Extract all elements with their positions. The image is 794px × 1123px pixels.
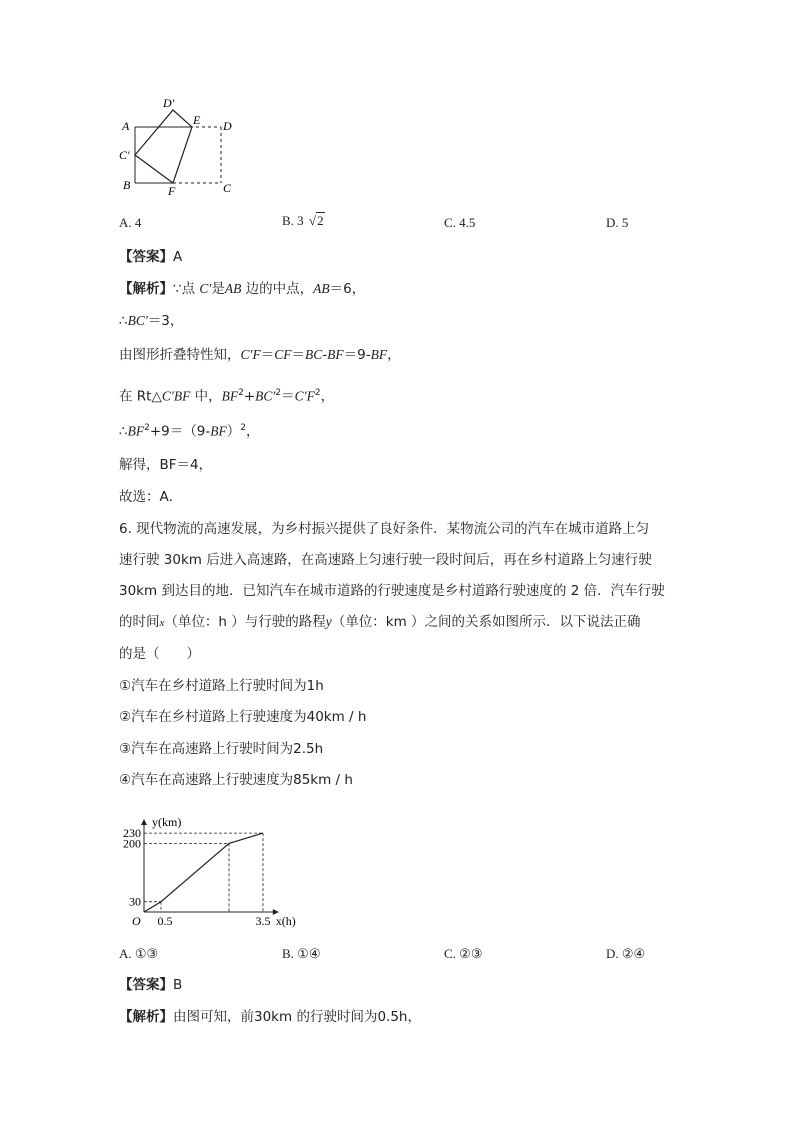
distance-time-chart bbox=[110, 797, 310, 932]
fold-figure bbox=[115, 95, 245, 200]
x-tick-label: 3.5 bbox=[255, 914, 271, 928]
math: x bbox=[159, 617, 165, 629]
text: ） bbox=[226, 423, 241, 440]
label-D: D bbox=[223, 119, 232, 133]
text: ＝ bbox=[260, 347, 275, 363]
text: 由图形折叠特性知， bbox=[119, 347, 241, 363]
q6-option-c: C. ②③ bbox=[444, 946, 483, 961]
q5-option-d: D. 5 bbox=[606, 215, 629, 230]
exponent: 2 bbox=[275, 388, 282, 398]
label-E: E bbox=[193, 113, 201, 127]
label-B: B bbox=[123, 178, 131, 192]
answer-tag: 【答案】 bbox=[119, 249, 173, 265]
label-C-prime: C′ bbox=[119, 148, 130, 162]
text: ， bbox=[387, 347, 401, 363]
math: BC′ bbox=[127, 313, 148, 328]
math: BF bbox=[327, 347, 344, 362]
text: 边的中点， bbox=[241, 281, 314, 297]
q6-answer bbox=[119, 976, 182, 994]
math: BF bbox=[370, 347, 388, 362]
exponent: 2 bbox=[240, 423, 246, 433]
y-tick-label: 30 bbox=[129, 894, 141, 909]
q5-answer bbox=[119, 248, 182, 266]
answer-value: B bbox=[173, 977, 183, 993]
q5-analysis-line-4 bbox=[119, 384, 334, 406]
text: ＝ bbox=[291, 347, 305, 363]
y-axis-arrow bbox=[141, 819, 147, 825]
x-axis-label: x(h) bbox=[275, 914, 296, 928]
math: C′ bbox=[199, 281, 212, 296]
folded-quad bbox=[135, 110, 192, 183]
q6-option-a: A. ①③ bbox=[119, 946, 159, 961]
label-C: C bbox=[223, 181, 232, 195]
text: （单位：km ）之间的关系如图所示．以下说法正确 bbox=[331, 614, 641, 630]
text: ， bbox=[320, 388, 335, 405]
exponent: 2 bbox=[314, 388, 321, 398]
q5-analysis-line-7: 故选：A． bbox=[119, 489, 183, 505]
q6-line-3: 30km 到达目的地．已知汽车在城市道路的行驶速度是乡村道路行驶速度的 2 倍．汽车行驶 bbox=[119, 583, 665, 599]
math: C′F bbox=[240, 347, 261, 362]
y-axis-label: y(km) bbox=[152, 814, 182, 829]
answer-tag: 【答案】 bbox=[119, 977, 173, 993]
q6-analysis bbox=[119, 1008, 421, 1026]
q6-statement-3: ③汽车在高速路上行驶时间为2.5h bbox=[119, 741, 324, 757]
answer-value: A bbox=[173, 249, 183, 265]
x-tick-label: 0.5 bbox=[157, 914, 173, 928]
sqrt-symbol: √ bbox=[308, 213, 317, 228]
text: ∴ bbox=[119, 313, 128, 329]
q5-analysis-line-2 bbox=[119, 312, 183, 330]
q5-analysis-line-1 bbox=[119, 280, 365, 298]
q6-statement-2: ②汽车在乡村道路上行驶速度为40km / h bbox=[119, 709, 367, 725]
q5-option-a: A. 4 bbox=[119, 215, 142, 230]
q6-option-b: B. ①④ bbox=[282, 946, 321, 961]
math: y bbox=[325, 614, 332, 629]
q5-analysis-line-6: 解得，BF＝4， bbox=[119, 457, 213, 473]
label-D-prime: D′ bbox=[163, 96, 175, 110]
math: BC′ bbox=[255, 388, 276, 404]
text: +9＝（9- bbox=[149, 423, 211, 440]
analysis-tag: 【解析】 bbox=[119, 1009, 173, 1025]
q6-statement-1: ①汽车在乡村道路上行驶时间为1h bbox=[119, 678, 324, 694]
label-F: F bbox=[168, 184, 176, 198]
math: C′F bbox=[294, 388, 315, 404]
math: BF bbox=[221, 388, 239, 404]
exponent: 2 bbox=[238, 388, 244, 398]
q6-option-d: D. ②④ bbox=[606, 946, 646, 961]
origin-label: O bbox=[132, 914, 141, 928]
sqrt-radicand: 2 bbox=[317, 213, 324, 228]
analysis-tag: 【解析】 bbox=[119, 281, 173, 297]
analysis-text: 由图可知，前30km 的行驶时间为0.5h， bbox=[173, 1009, 421, 1025]
q5-option-c: C. 4.5 bbox=[444, 215, 476, 230]
math: CF bbox=[274, 347, 292, 362]
q6-line-4 bbox=[119, 613, 641, 632]
text: 在 Rt△ bbox=[119, 388, 162, 405]
label-A: A bbox=[122, 119, 130, 133]
text: ＝ bbox=[281, 388, 295, 405]
text: 是 bbox=[211, 281, 225, 297]
text: ∵点 bbox=[173, 281, 200, 297]
y-tick-label: 230 bbox=[123, 826, 141, 841]
text: - bbox=[322, 347, 328, 363]
text: （单位：h ）与行驶的路程 bbox=[164, 614, 326, 630]
text: + bbox=[243, 388, 256, 405]
text: ∴ bbox=[119, 423, 128, 440]
math: BF bbox=[210, 423, 227, 439]
q5-analysis-line-3 bbox=[119, 346, 401, 364]
math: C′BF bbox=[161, 388, 191, 404]
text: ， bbox=[245, 423, 260, 440]
y-tick-label: 200 bbox=[123, 836, 141, 851]
text: ＝3， bbox=[147, 313, 184, 329]
math: BF bbox=[127, 423, 145, 439]
text: ＝9- bbox=[343, 347, 371, 363]
q6-line-1: 6. 现代物流的高速发展，为乡村振兴提供了良好条件．某物流公司的汽车在城市道路上匀 bbox=[119, 521, 650, 537]
series-line bbox=[144, 833, 263, 912]
math: AB bbox=[313, 281, 330, 296]
q5-analysis-line-5 bbox=[119, 419, 259, 441]
text: ＝6， bbox=[329, 281, 366, 297]
text: 的时间 bbox=[119, 614, 160, 630]
math: BC bbox=[304, 347, 323, 362]
math: AB bbox=[224, 281, 242, 296]
q6-statement-4: ④汽车在高速路上行驶速度为85km / h bbox=[119, 772, 353, 788]
q6-line-5: 的是（ ） bbox=[119, 646, 200, 662]
text: 中， bbox=[190, 388, 222, 405]
q5-option-b-prefix: B. 3 bbox=[282, 213, 304, 228]
exponent: 2 bbox=[144, 423, 150, 433]
q6-line-2: 速行驶 30km 后进入高速路，在高速路上匀速行驶一段时间后，再在乡村道路上匀速行驶 bbox=[119, 552, 652, 568]
q5-option-b bbox=[282, 212, 325, 230]
